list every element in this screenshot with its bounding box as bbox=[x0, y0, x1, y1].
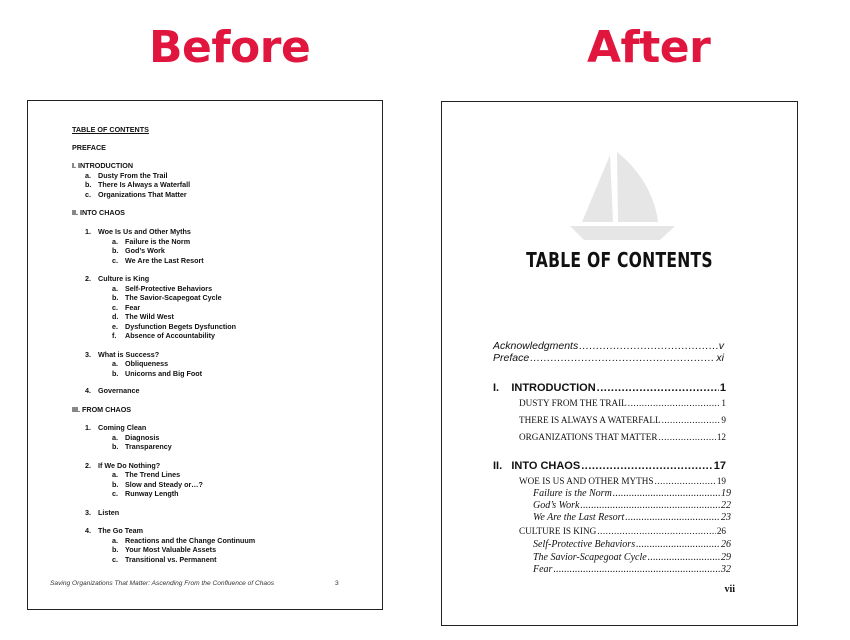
toc-entry-sec bbox=[519, 398, 726, 408]
before-toc-marker: a. bbox=[112, 432, 118, 442]
toc-entry-label: God’s Work bbox=[533, 500, 580, 511]
toc-leader-dots bbox=[636, 539, 720, 550]
before-toc-marker: a. bbox=[85, 170, 91, 180]
toc-entry-page: 12 bbox=[716, 432, 726, 442]
before-toc-entry: Dysfunction Begets Dysfunction bbox=[125, 321, 237, 331]
toc-entry-label: Preface bbox=[493, 352, 530, 364]
before-page-number: 3 bbox=[335, 580, 339, 587]
before-toc-marker: 2. bbox=[85, 274, 91, 283]
toc-entry-page: 22 bbox=[721, 500, 731, 511]
before-toc-marker: a. bbox=[112, 283, 118, 293]
before-toc-marker: c. bbox=[112, 489, 118, 498]
before-toc-entry: Runway Length bbox=[125, 489, 179, 498]
before-toc-marker: 4. bbox=[85, 526, 91, 535]
before-toc-marker: 2. bbox=[85, 460, 91, 470]
toc-entry-part bbox=[493, 460, 726, 472]
toc-leader-dots bbox=[625, 512, 720, 523]
toc-leader-dots bbox=[597, 382, 719, 394]
toc-entry-page: 29 bbox=[721, 552, 731, 563]
before-toc-entry: Dusty From the Trail bbox=[98, 170, 168, 180]
before-toc-marker: d. bbox=[112, 312, 119, 321]
before-toc-marker: b. bbox=[112, 246, 119, 255]
before-toc-heading-line: II. INTO CHAOS bbox=[72, 208, 125, 217]
before-toc-marker: 4. bbox=[85, 386, 91, 395]
toc-entry-sub bbox=[533, 539, 731, 550]
before-toc-marker: 1. bbox=[85, 423, 91, 432]
toc-leader-dots bbox=[581, 460, 713, 472]
before-toc-entry: Failure is the Norm bbox=[125, 236, 191, 246]
before-toc-entry: The Go Team bbox=[98, 526, 143, 535]
toc-entry-sub bbox=[533, 488, 731, 499]
before-toc-entry: Slow and Steady or…? bbox=[125, 479, 203, 489]
toc-entry-page: v bbox=[718, 340, 724, 352]
toc-entry-sub bbox=[533, 552, 731, 563]
before-toc-entry: Obliqueness bbox=[125, 359, 169, 368]
before-toc-marker: a. bbox=[112, 535, 118, 545]
before-toc-entry: The Trend Lines bbox=[125, 470, 181, 479]
toc-entry-page: 23 bbox=[721, 512, 731, 523]
before-toc-marker: c. bbox=[112, 255, 118, 265]
toc-entry-page: 26 bbox=[721, 539, 731, 550]
before-toc-marker: e. bbox=[112, 321, 118, 331]
before-toc-marker: 3. bbox=[85, 507, 91, 517]
toc-entry-sec bbox=[519, 526, 726, 536]
toc-entry-label: Acknowledgments bbox=[493, 340, 579, 352]
toc-entry-fm bbox=[493, 352, 724, 364]
toc-entry-label: I. INTRODUCTION bbox=[493, 382, 596, 394]
toc-leader-dots bbox=[553, 564, 720, 575]
toc-entry-label: ORGANIZATIONS THAT MATTER bbox=[519, 432, 658, 442]
before-toc-entry: The Savior-Scapegoat Cycle bbox=[125, 293, 222, 302]
toc-entry-label: We Are the Last Resort bbox=[533, 512, 625, 523]
toc-leader-dots bbox=[648, 552, 720, 563]
before-toc-entry: God’s Work bbox=[125, 246, 165, 255]
toc-entry-label: Self-Protective Behaviors bbox=[533, 539, 636, 550]
before-footer: Saving Organizations That Matter: Ascending From the Confluence of Chaos bbox=[50, 580, 275, 587]
toc-leader-dots bbox=[530, 352, 715, 364]
before-toc-entry: Diagnosis bbox=[125, 432, 160, 442]
before-toc-entry: Coming Clean bbox=[98, 423, 147, 432]
before-toc-heading-line: PREFACE bbox=[72, 143, 106, 152]
toc-entry-label: Failure is the Norm bbox=[533, 488, 612, 499]
after-page-number: vii bbox=[724, 584, 735, 595]
toc-leader-dots bbox=[655, 476, 716, 486]
before-toc-marker: a. bbox=[112, 359, 118, 368]
before-toc-entry: Transparency bbox=[125, 442, 172, 451]
before-label: Before bbox=[149, 22, 311, 73]
toc-entry-sub bbox=[533, 564, 731, 575]
before-toc-marker: c. bbox=[112, 554, 118, 564]
toc-entry-page: 19 bbox=[716, 476, 726, 486]
toc-leader-dots bbox=[659, 432, 716, 442]
before-toc-entry: Reactions and the Change Continuum bbox=[125, 535, 256, 545]
before-toc-marker: c. bbox=[112, 302, 118, 312]
before-toc-marker: b. bbox=[85, 180, 92, 189]
before-toc-entry: Fear bbox=[125, 302, 141, 312]
toc-entry-sub bbox=[533, 500, 731, 511]
before-toc-heading-line: I. INTRODUCTION bbox=[72, 161, 134, 170]
toc-entry-part bbox=[493, 382, 726, 394]
toc-entry-page: 32 bbox=[721, 564, 731, 575]
toc-leader-dots bbox=[662, 415, 721, 425]
toc-entry-label: DUSTY FROM THE TRAIL bbox=[519, 398, 627, 408]
toc-entry-label: The Savior-Scapegoat Cycle bbox=[533, 552, 647, 563]
before-toc-marker: c. bbox=[85, 189, 91, 199]
before-toc-marker: a. bbox=[112, 236, 118, 246]
after-page bbox=[441, 101, 798, 626]
before-toc-entry: If We Do Nothing? bbox=[98, 460, 161, 470]
toc-entry-page: 19 bbox=[721, 488, 731, 499]
toc-entry-page: 1 bbox=[719, 382, 726, 394]
toc-entry-page: xi bbox=[716, 352, 724, 364]
before-toc-entry: There Is Always a Waterfall bbox=[98, 180, 191, 189]
toc-leader-dots bbox=[613, 488, 720, 499]
before-toc-entry: Culture is King bbox=[98, 274, 150, 283]
before-toc-heading-line: III. FROM CHAOS bbox=[72, 404, 132, 414]
toc-leader-dots bbox=[579, 340, 718, 352]
before-toc-title: TABLE OF CONTENTS bbox=[72, 125, 149, 134]
before-toc-entry: Unicorns and Big Foot bbox=[125, 368, 203, 378]
before-toc-entry: Listen bbox=[98, 507, 120, 517]
after-label: After bbox=[587, 22, 711, 73]
toc-entry-page: 9 bbox=[721, 415, 726, 425]
toc-entry-page: 17 bbox=[713, 460, 726, 472]
after-toc-heading: TABLE OF CONTENTS bbox=[526, 248, 713, 272]
toc-entry-sec bbox=[519, 415, 726, 425]
toc-entry-label: CULTURE IS KING bbox=[519, 526, 597, 536]
before-toc-marker: f. bbox=[112, 331, 117, 340]
toc-leader-dots bbox=[597, 526, 716, 536]
toc-entry-fm bbox=[493, 340, 724, 352]
before-toc-marker: b. bbox=[112, 545, 119, 554]
before-toc-entry: Your Most Valuable Assets bbox=[125, 545, 217, 554]
toc-entry-sec bbox=[519, 476, 726, 486]
toc-entry-label: II. INTO CHAOS bbox=[493, 460, 581, 472]
before-toc-marker: a. bbox=[112, 470, 118, 479]
toc-entry-label: WOE IS US AND OTHER MYTHS bbox=[519, 476, 654, 486]
before-toc-entry: Absence of Accountability bbox=[125, 331, 215, 340]
toc-entry-page: 1 bbox=[721, 398, 726, 408]
before-page bbox=[27, 100, 383, 610]
toc-entry-page: 26 bbox=[716, 526, 726, 536]
toc-entry-sub bbox=[533, 512, 731, 523]
before-toc-marker: b. bbox=[112, 479, 119, 489]
before-toc-entry: The Wild West bbox=[125, 312, 174, 321]
before-toc-marker: b. bbox=[112, 293, 119, 302]
toc-entry-label: Fear bbox=[533, 564, 553, 575]
before-toc-entry: We Are the Last Resort bbox=[125, 255, 204, 265]
before-toc-entry: Transitional vs. Permanent bbox=[125, 554, 217, 564]
toc-entry-sec bbox=[519, 432, 726, 442]
before-toc-entry: Woe Is Us and Other Myths bbox=[98, 227, 191, 236]
before-toc-marker: 1. bbox=[85, 227, 91, 236]
before-toc-marker: b. bbox=[112, 442, 119, 451]
sailboat-icon bbox=[570, 152, 675, 244]
before-toc-entry: Governance bbox=[98, 386, 140, 395]
before-toc-entry: What is Success? bbox=[98, 349, 160, 359]
before-toc-marker: b. bbox=[112, 368, 119, 378]
before-toc-marker: 3. bbox=[85, 349, 91, 359]
toc-leader-dots bbox=[628, 398, 721, 408]
before-toc-entry: Self-Protective Behaviors bbox=[125, 283, 213, 293]
toc-leader-dots bbox=[580, 500, 720, 511]
before-toc-entry: Organizations That Matter bbox=[98, 189, 187, 199]
toc-entry-label: THERE IS ALWAYS A WATERFALL bbox=[519, 415, 661, 425]
